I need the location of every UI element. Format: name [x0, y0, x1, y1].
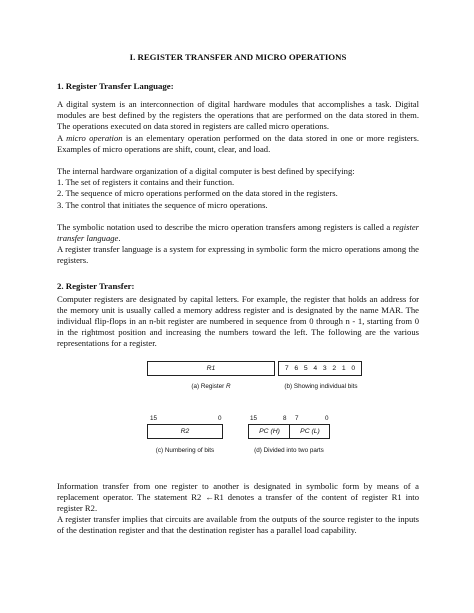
section2-para1: Computer registers are designated by capital letters. For example, the register that holds an address for the memory unit is usually called a memory address register and is designated by the name MAR. The individual flip-flops in an n-bit register are numbered in sequence from 0 through n - 1, starting from 0 in the rightmost position and increasing the numbers toward the left. The following are the various representations for a register.	[57, 293, 419, 349]
section2-heading: 2. Register Transfer:	[57, 280, 135, 291]
pc-low-label: PC (L)	[300, 427, 320, 435]
section1-para3: The internal hardware organization of a digital computer is best defined by specifying:	[57, 166, 355, 177]
page-title: I. REGISTER TRANSFER AND MICRO OPERATIONS	[129, 52, 347, 62]
section1-para1: A digital system is an interconnection of digital hardware modules that accomplishes a task. Digital modules are best defined by the registers the operations that are performed on the data stored in them. The operations executed on data stored in registers are called micro operations.	[57, 99, 419, 132]
caption-c: (c) Numbering of bits	[155, 446, 215, 454]
bit-numbers: 7 6 5 4 3 2 1 0	[284, 364, 356, 372]
micro-operation-term: micro operation	[66, 132, 123, 143]
document-page	[57, 52, 419, 537]
bit-0-label: 0	[325, 414, 329, 422]
section2-para2: Information transfer from one register to another is designated in symbolic form by means of a replacement operator. The statement R2 ←R1 denotes a transfer of the content of register R1 into register R2.	[57, 480, 419, 514]
register-r2-box	[147, 424, 223, 439]
register-pc-box	[248, 424, 330, 439]
section1-heading: 1. Register Transfer Language:	[57, 81, 174, 91]
section1-para5: A register transfer language is a system for expressing in symbolic form the micro operations among the registers.	[57, 244, 419, 266]
bit-15-label: 15	[150, 414, 158, 422]
caption-d: (d) Divided into two parts	[254, 446, 324, 454]
caption-a: (a) Register R	[191, 382, 231, 390]
list-item: 2. The sequence of micro operations performed on the data stored in the registers.	[57, 188, 338, 199]
register-bits-box	[278, 361, 362, 376]
section1-para4: The symbolic notation used to describe the micro operation transfers among registers is called a register transfer language.	[57, 221, 419, 244]
register-r1-box	[147, 361, 275, 376]
bit-0-label: 0	[218, 414, 222, 422]
bit-7-label: 7	[295, 414, 299, 422]
bit-8-label: 8	[283, 414, 287, 422]
rtl-term: register transfer language	[57, 221, 419, 244]
register-r1-label: R1	[206, 364, 216, 372]
bit-15-label: 15	[250, 414, 258, 422]
section2-para3: A register transfer implies that circuits are available from the outputs of the source register to the inputs of the destination register and that the destination register has a parallel load capability.	[57, 514, 419, 536]
list-item: 1. The set of registers it contains and their function.	[57, 177, 235, 188]
list-item: 3. The control that initiates the sequence of micro operations.	[57, 199, 268, 210]
section1-para2: A micro operation is an elementary operation performed on the data stored in one or more registers. Examples of micro operations are shift, count, clear, and load.	[57, 132, 419, 154]
pc-high-label: PC (H)	[259, 427, 280, 435]
register-figure	[57, 358, 419, 481]
caption-b: (b) Showing individual bits	[284, 382, 358, 390]
register-r2-label: R2	[180, 427, 190, 435]
